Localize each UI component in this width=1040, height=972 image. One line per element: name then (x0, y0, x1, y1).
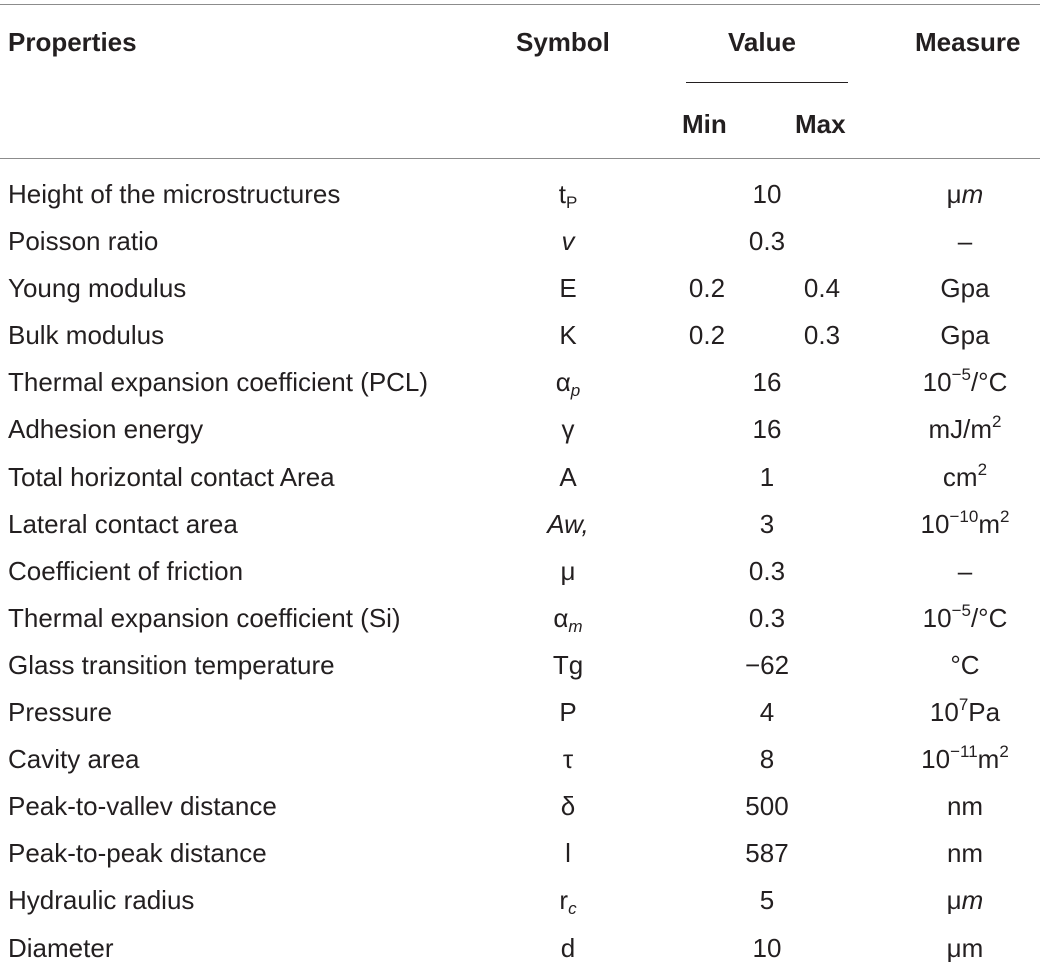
measure-text: 10 (920, 508, 950, 539)
value-cell: 3 (759, 508, 775, 539)
symbol-subscript: c (568, 899, 577, 919)
measure-text: m (977, 744, 1000, 775)
symbol-cell (508, 406, 628, 453)
property-cell: Hydraulic radius (8, 885, 195, 916)
table-row (0, 265, 1040, 312)
header-max: Max (795, 109, 846, 139)
property-cell: Diameter (8, 932, 114, 963)
symbol-text: γ (561, 414, 575, 445)
measure-text: m (961, 179, 984, 209)
symbol-text: α (553, 602, 569, 633)
measure-cell (890, 406, 1040, 453)
symbol-cell (508, 783, 628, 830)
measure-cell (890, 359, 1040, 406)
property-cell: Peak-to-vallev distance (8, 791, 277, 822)
measure-text: 10 (922, 602, 952, 633)
value-cell: 16 (752, 414, 782, 445)
min-value-cell: 0.2 (688, 320, 726, 351)
max-value-cell: 0.3 (803, 320, 841, 351)
symbol-text: Aw, (547, 508, 589, 539)
table-row (0, 783, 1040, 830)
measure-cell (890, 501, 1040, 548)
table-row (0, 595, 1040, 642)
property-cell: Total horizontal contact Area (8, 461, 335, 492)
symbol-text: α (555, 367, 571, 398)
min-value-cell: 0.2 (688, 273, 726, 304)
value-cell: 4 (759, 697, 775, 728)
table-row (0, 501, 1040, 548)
header-measure: Measure (915, 27, 1021, 57)
measure-superscript: −10 (949, 506, 979, 526)
value-cell: 1 (759, 461, 775, 492)
value-cell: 0.3 (748, 602, 786, 633)
header-value: Value (728, 27, 796, 57)
max-value-cell: 0.4 (803, 273, 841, 304)
symbol-cell (508, 501, 628, 548)
symbol-text: r (559, 885, 569, 916)
symbol-text: l (565, 838, 571, 869)
symbol-text: δ (560, 791, 576, 822)
symbol-text: d (560, 932, 576, 963)
measure-cell (890, 595, 1040, 642)
table-row (0, 218, 1040, 265)
measure-superscript: 2 (999, 742, 1009, 762)
value-cell: 0.3 (748, 555, 786, 586)
table-row (0, 171, 1040, 218)
measure-cell (890, 454, 1040, 501)
property-cell: Pressure (8, 697, 113, 728)
measure-cell (890, 265, 1040, 312)
measure-cell (890, 171, 1040, 218)
value-cell: 10 (752, 932, 782, 963)
symbol-subscript: P (565, 193, 578, 212)
measure-text: m (978, 508, 1000, 539)
table-row (0, 548, 1040, 595)
header-min: Min (682, 109, 727, 139)
measure-cell (890, 830, 1040, 877)
symbol-text: P (559, 697, 577, 728)
measure-superscript: 2 (977, 459, 988, 479)
measure-text: /°C (970, 602, 1008, 633)
symbol-cell (508, 925, 628, 972)
measure-text: °C (950, 649, 980, 680)
symbol-text: E (559, 273, 577, 304)
measure-text: nm (946, 791, 984, 822)
measure-text: mJ/m (928, 414, 993, 445)
header-properties: Properties (8, 27, 137, 57)
measure-cell (890, 642, 1040, 689)
table-row (0, 925, 1040, 972)
measure-text: nm (946, 838, 984, 869)
symbol-text: τ (562, 744, 574, 775)
property-cell: Lateral contact area (8, 508, 238, 539)
property-cell: Adhesion energy (8, 414, 204, 445)
table-row (0, 830, 1040, 877)
property-cell: Glass transition temperature (8, 649, 335, 680)
symbol-text: Tg (552, 649, 584, 680)
symbol-text: t (558, 179, 566, 209)
measure-cell (890, 736, 1040, 783)
measure-superscript: 2 (999, 506, 1010, 526)
measure-cell (890, 218, 1040, 265)
table-row (0, 406, 1040, 453)
symbol-cell (508, 830, 628, 877)
measure-superscript: 2 (992, 412, 1002, 432)
value-cell: 8 (759, 744, 775, 775)
symbol-cell (508, 312, 628, 359)
table-row (0, 454, 1040, 501)
value-subheader-rule (686, 82, 848, 83)
measure-text: μm (946, 932, 984, 963)
symbol-cell (508, 548, 628, 595)
property-cell: Poisson ratio (8, 226, 159, 257)
measure-superscript: −5 (951, 600, 971, 620)
table-row (0, 736, 1040, 783)
measure-text: Gpa (940, 320, 990, 351)
symbol-text: K (559, 320, 577, 351)
table-row (0, 359, 1040, 406)
property-cell: Bulk modulus (8, 320, 165, 351)
table-row (0, 642, 1040, 689)
table-row (0, 689, 1040, 736)
property-cell: Coefficient of friction (8, 555, 244, 586)
value-cell: 500 (745, 791, 789, 822)
measure-text: 10 (929, 697, 959, 728)
measure-cell (890, 925, 1040, 972)
measure-cell (890, 877, 1040, 924)
measure-text: μ (946, 885, 962, 916)
symbol-text: A (559, 461, 577, 492)
table-row (0, 312, 1040, 359)
value-cell: −62 (744, 649, 790, 680)
property-cell: Young modulus (8, 273, 187, 304)
measure-superscript: −5 (951, 365, 971, 385)
top-rule (0, 4, 1040, 5)
symbol-subscript: m (568, 616, 583, 636)
symbol-cell (508, 454, 628, 501)
value-cell: 587 (745, 838, 789, 869)
measure-cell (890, 783, 1040, 830)
property-cell: Peak-to-peak distance (8, 838, 267, 869)
symbol-text: μ (560, 555, 576, 586)
symbol-cell (508, 359, 628, 406)
measure-cell (890, 548, 1040, 595)
symbol-subscript: p (570, 381, 581, 401)
measure-cell (890, 312, 1040, 359)
symbol-cell (508, 265, 628, 312)
value-cell: 5 (759, 885, 775, 916)
property-cell: Thermal expansion coefficient (Si) (8, 602, 401, 633)
measure-text: – (957, 226, 973, 257)
measure-text: m (961, 885, 984, 916)
value-cell: 10 (752, 179, 782, 209)
measure-superscript: −11 (950, 742, 978, 762)
header-rule (0, 158, 1040, 159)
measure-text: /°C (970, 367, 1008, 398)
measure-text: – (957, 555, 973, 586)
header-symbol: Symbol (516, 27, 610, 57)
value-cell: 16 (752, 367, 782, 398)
symbol-cell (508, 877, 628, 924)
measure-text: μ (946, 179, 962, 209)
symbol-cell (508, 218, 628, 265)
property-cell: Height of the microstructures (8, 179, 341, 209)
symbol-cell (508, 642, 628, 689)
value-cell: 0.3 (748, 226, 786, 257)
symbol-text: v (561, 226, 575, 257)
measure-cell (890, 689, 1040, 736)
symbol-cell (508, 689, 628, 736)
property-cell: Thermal expansion coefficient (PCL) (8, 367, 429, 398)
measure-text: Pa (968, 697, 1001, 728)
property-cell: Cavity area (8, 744, 140, 775)
symbol-cell (508, 171, 628, 218)
measure-superscript: 7 (958, 695, 969, 715)
symbol-cell (508, 736, 628, 783)
measure-text: 10 (922, 367, 952, 398)
symbol-cell (508, 595, 628, 642)
table-body (0, 171, 1040, 972)
measure-text: cm (942, 461, 978, 492)
measure-text: Gpa (940, 273, 990, 304)
measure-text: 10 (921, 744, 951, 775)
table-row (0, 877, 1040, 924)
